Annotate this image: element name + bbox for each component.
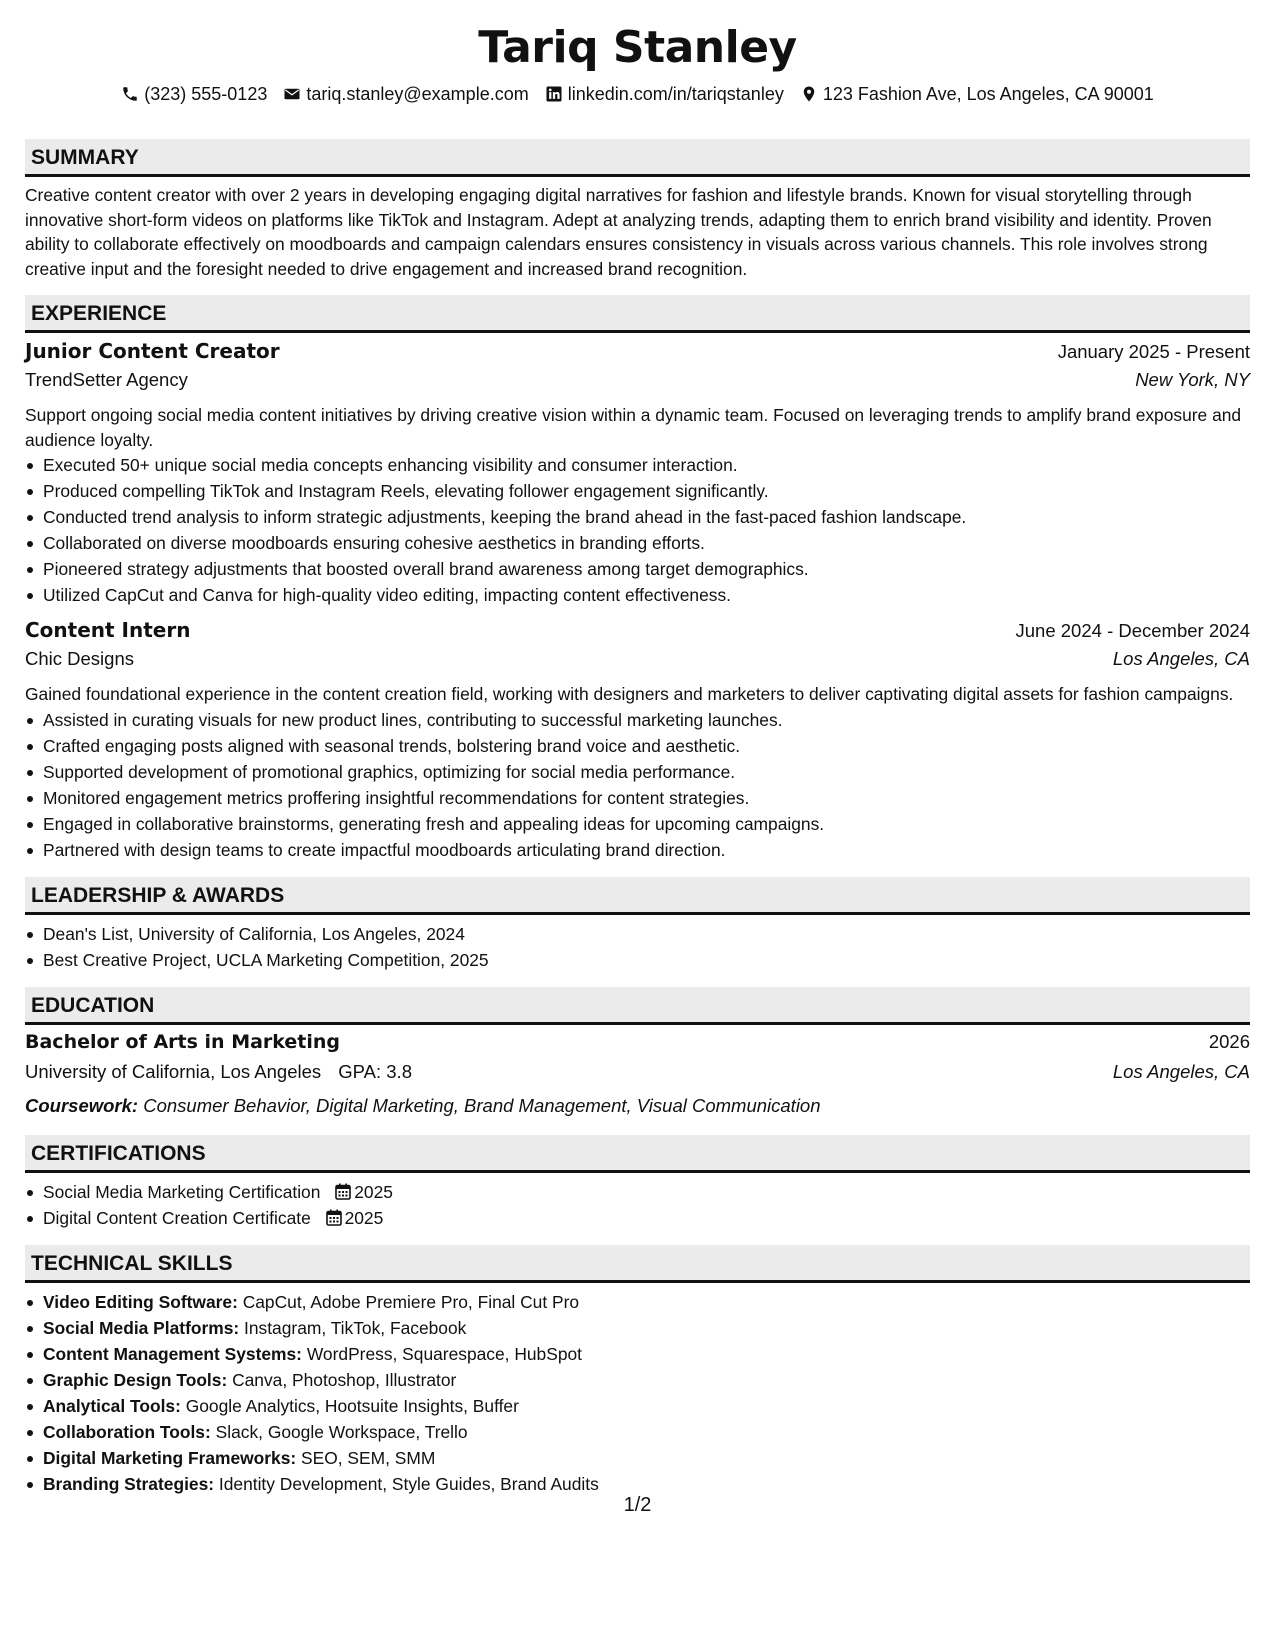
list-item: Supported development of promotional graphics, optimizing for social media performance. xyxy=(43,759,1250,785)
contact-bar xyxy=(25,80,1250,108)
envelope-icon xyxy=(283,85,301,103)
coursework-label: Coursework: xyxy=(25,1094,139,1116)
contact-linkedin[interactable] xyxy=(545,84,784,105)
calendar-icon xyxy=(335,1183,351,1200)
job-bullets xyxy=(25,452,1250,608)
section-heading: LEADERSHIP & AWARDS xyxy=(25,877,1250,915)
school-line xyxy=(25,1061,412,1083)
company-name: Chic Designs xyxy=(25,648,134,669)
skill-item xyxy=(43,1419,1250,1445)
school-name: University of California, Los Angeles xyxy=(25,1060,322,1082)
page-indicator: 1/2 xyxy=(623,1494,652,1516)
degree-name: Bachelor of Arts in Marketing xyxy=(25,1030,341,1053)
list-item xyxy=(43,1179,1250,1205)
skill-label: Analytical Tools: xyxy=(43,1395,181,1416)
phone-icon xyxy=(121,85,139,103)
experience-section xyxy=(25,295,1250,863)
job-description: Gained foundational experience in the content creation field, working with designers and marketers to deliver captivating digital assets for fashion campaigns. xyxy=(25,684,1234,704)
contact-email[interactable] xyxy=(283,84,528,105)
job-location: New York, NY xyxy=(1135,369,1250,390)
section-heading: EDUCATION xyxy=(25,987,1250,1025)
list-item: Utilized CapCut and Canva for high-quality video editing, impacting content effectiveness. xyxy=(43,582,1250,608)
phone-text: (323) 555-0123 xyxy=(144,83,268,104)
coursework-list: Consumer Behavior, Digital Marketing, Brand Management, Visual Communication xyxy=(143,1094,821,1116)
skill-value: Slack, Google Workspace, Trello xyxy=(215,1421,468,1442)
skill-label: Social Media Platforms: xyxy=(43,1317,240,1338)
skill-item xyxy=(43,1445,1250,1471)
list-item: Engaged in collaborative brainstorms, generating fresh and appealing ideas for upcoming campaigns. xyxy=(43,811,1250,837)
skill-value: Instagram, TikTok, Facebook xyxy=(244,1317,467,1338)
list-item: Conducted trend analysis to inform strategic adjustments, keeping the brand ahead in the fast-paced fashion landscape. xyxy=(43,504,1250,530)
list-item: Assisted in curating visuals for new product lines, contributing to successful marketing launches. xyxy=(43,707,1250,733)
section-heading: TECHNICAL SKILLS xyxy=(25,1245,1250,1283)
linkedin-text[interactable]: linkedin.com/in/tariqstanley xyxy=(567,83,784,104)
list-item xyxy=(43,1205,1250,1231)
location-pin-icon xyxy=(800,85,818,103)
education-section xyxy=(25,987,1250,1121)
skills-list xyxy=(25,1289,1250,1497)
certification-year: 2025 xyxy=(354,1181,393,1202)
skill-item xyxy=(43,1289,1250,1315)
certification-name: Social Media Marketing Certification xyxy=(43,1181,321,1202)
skill-label: Collaboration Tools: xyxy=(43,1421,211,1442)
job-title: Content Intern xyxy=(25,618,191,642)
coursework-line xyxy=(25,1091,1250,1121)
leadership-section xyxy=(25,877,1250,973)
list-item: Crafted engaging posts aligned with seasonal trends, bolstering brand voice and aesthetic. xyxy=(43,733,1250,759)
skill-item xyxy=(43,1393,1250,1419)
company-name: TrendSetter Agency xyxy=(25,369,188,390)
skill-item xyxy=(43,1367,1250,1393)
certifications-list xyxy=(25,1179,1250,1231)
job-entry xyxy=(25,618,1250,863)
skills-section xyxy=(25,1245,1250,1497)
skill-label: Video Editing Software: xyxy=(43,1291,238,1312)
skill-value: WordPress, Squarespace, HubSpot xyxy=(306,1343,583,1364)
certification-year: 2025 xyxy=(344,1207,384,1228)
graduation-year: 2026 xyxy=(1208,1030,1250,1052)
certifications-section xyxy=(25,1135,1250,1231)
skill-item xyxy=(43,1341,1250,1367)
job-dates: January 2025 - Present xyxy=(1057,341,1250,362)
summary-section xyxy=(25,139,1250,281)
skill-value: Canva, Photoshop, Illustrator xyxy=(232,1369,457,1390)
skill-value: Identity Development, Style Guides, Brand Audits xyxy=(218,1473,599,1494)
skill-label: Branding Strategies: xyxy=(43,1473,215,1494)
skill-value: CapCut, Adobe Premiere Pro, Final Cut Pro xyxy=(242,1291,580,1312)
skill-value: Google Analytics, Hootsuite Insights, Buffer xyxy=(185,1395,519,1416)
contact-address xyxy=(800,84,1154,105)
list-item: Partnered with design teams to create impactful moodboards articulating brand direction. xyxy=(43,837,1250,863)
awards-list xyxy=(25,921,1250,973)
section-heading: SUMMARY xyxy=(25,139,1250,177)
email-text[interactable]: tariq.stanley@example.com xyxy=(306,83,529,104)
job-entry xyxy=(25,339,1250,608)
address-text: 123 Fashion Ave, Los Angeles, CA 90001 xyxy=(822,83,1154,104)
gpa: GPA: 3.8 xyxy=(338,1060,412,1082)
skill-item xyxy=(43,1315,1250,1341)
section-heading: EXPERIENCE xyxy=(25,295,1250,333)
linkedin-icon xyxy=(545,85,563,103)
skill-item xyxy=(43,1471,1250,1497)
job-description: Support ongoing social media content initiatives by driving creative vision within a dynamic team. Focused on leveraging trends to amplify brand exposure and audience loyalty. xyxy=(25,405,1242,450)
school-location: Los Angeles, CA xyxy=(1112,1060,1250,1082)
list-item: Monitored engagement metrics proffering insightful recommendations for content strategies. xyxy=(43,785,1250,811)
list-item: Best Creative Project, UCLA Marketing Competition, 2025 xyxy=(43,947,1250,973)
candidate-name: Tariq Stanley xyxy=(478,22,797,73)
calendar-icon xyxy=(326,1209,342,1226)
skill-label: Content Management Systems: xyxy=(43,1343,302,1364)
job-bullets xyxy=(25,707,1250,863)
contact-phone xyxy=(121,84,267,105)
skill-value: SEO, SEM, SMM xyxy=(301,1447,436,1468)
list-item: Executed 50+ unique social media concepts enhancing visibility and consumer interaction. xyxy=(43,452,1250,478)
job-location: Los Angeles, CA xyxy=(1112,648,1250,669)
skill-label: Graphic Design Tools: xyxy=(43,1369,228,1390)
list-item: Pioneered strategy adjustments that boosted overall brand awareness among target demographics. xyxy=(43,556,1250,582)
list-item: Produced compelling TikTok and Instagram Reels, elevating follower engagement significantly. xyxy=(43,478,1250,504)
certification-name: Digital Content Creation Certificate xyxy=(43,1207,311,1228)
skill-label: Digital Marketing Frameworks: xyxy=(43,1447,297,1468)
section-heading: CERTIFICATIONS xyxy=(25,1135,1250,1173)
resume-page xyxy=(25,0,1250,1497)
job-title: Junior Content Creator xyxy=(25,339,280,363)
list-item: Dean's List, University of California, Los Angeles, 2024 xyxy=(43,921,1250,947)
list-item: Collaborated on diverse moodboards ensuring cohesive aesthetics in branding efforts. xyxy=(43,530,1250,556)
job-dates: June 2024 - December 2024 xyxy=(1015,620,1250,641)
summary-text: Creative content creator with over 2 years in developing engaging digital narratives for fashion and lifestyle brands. Known for visual storytelling through innovative short-form videos on platforms like TikTok and Instagram. Adept at analyzing trends, adapting them to enrich brand visibility and identity. Proven ability to collaborate effectively on moodboards and campaign calendars ensures consistency in visuals across various channels. This role involves strong creative input and the foresight needed to drive engagement and increased brand recognition. xyxy=(25,185,1212,279)
